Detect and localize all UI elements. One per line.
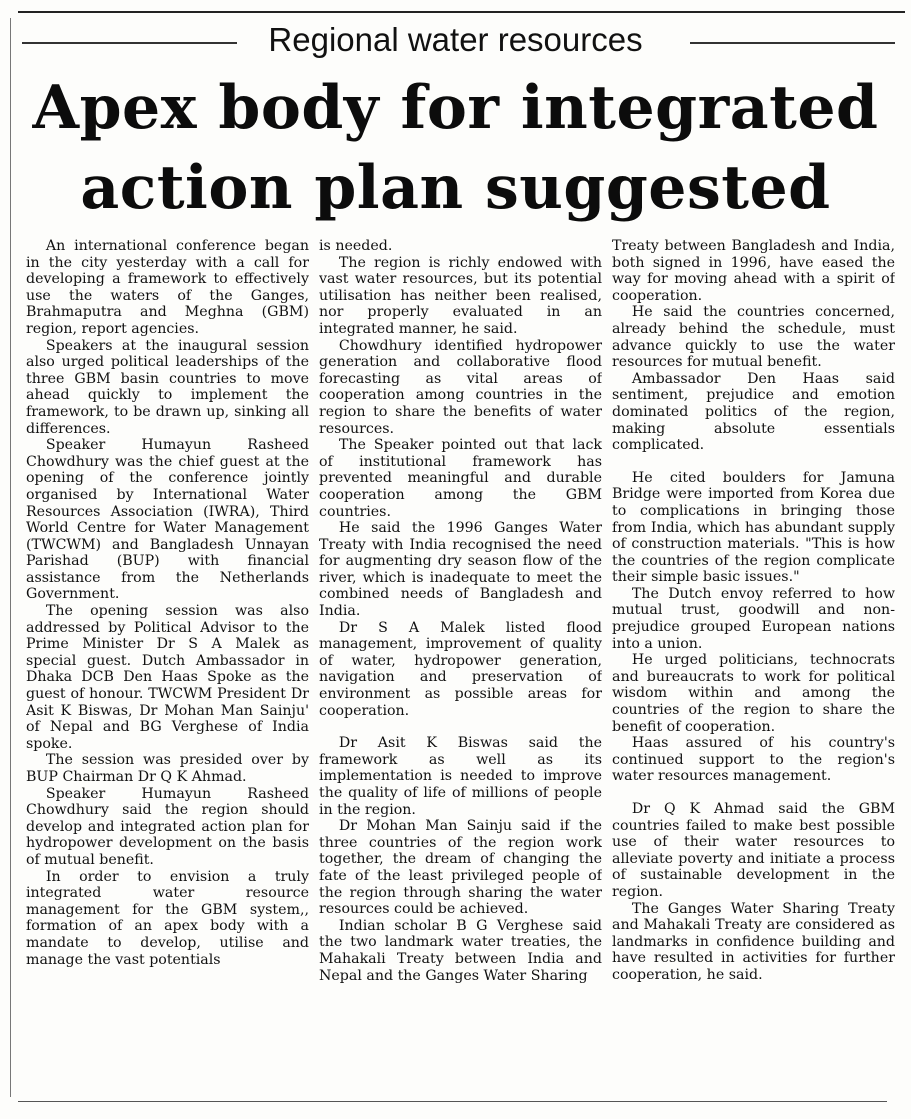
article-column-1	[26, 238, 309, 1098]
paragraph: Treaty between Bangladesh and India, both signed in 1996, have eased the way for moving ahead with a spirit of cooperation.	[612, 238, 895, 304]
paragraph: He said the countries concerned, already behind the schedule, must advance quickly to use the water resources for mutual benefit.	[612, 304, 895, 371]
page-left-edge	[10, 18, 11, 1097]
paragraph: Dr S A Malek listed flood management, improvement of quality of water, hydropower generation, navigation and preservation of environment as possible areas for cooperation.	[319, 619, 602, 719]
paragraph: Dr Asit K Biswas said the framework as well as its implementation is needed to improve the quality of life of millions of people in the region.	[319, 735, 602, 818]
headline-line-2: action plan suggested	[80, 153, 831, 223]
paragraph: Speaker Humayun Rasheed Chowdhury was the chief guest at the opening of the conference jointly organised by International Water Resources Association (IWRA), Third World Centre for Water Management (TWCWM) and Bangladesh Unnayan Parishad (BUP) with financial assistance from the Netherlands Government.	[26, 437, 309, 603]
paragraph: Speaker Humayun Rasheed Chowdhury said the region should develop and integrated action plan for hydropower development on the basis of mutual benefit.	[26, 785, 309, 868]
headline-line-1: Apex body for integrated	[32, 73, 879, 143]
headline	[14, 68, 897, 228]
paragraph: Dr Mohan Man Sainju said if the three countries of the region work together, the dream of changing the fate of the least privileged people of the region through sharing the water resources could be achieved.	[319, 818, 602, 918]
paragraph: The Speaker pointed out that lack of institutional framework has prevented meaningful and durable cooperation among the GBM countries.	[319, 437, 602, 520]
paragraph: An international conference began in the city yesterday with a call for developing a framework to effectively use the waters of the Ganges, Brahmaputra and Meghna (GBM) region, report agencies.	[26, 238, 309, 337]
article-column-3	[612, 238, 895, 1098]
paragraph: is needed.	[319, 238, 393, 254]
paragraph: The session was presided over by BUP Chairman Dr Q K Ahmad.	[26, 752, 309, 785]
paragraph: The opening session was also addressed by Political Advisor to the Prime Minister Dr S A Malek as special guest. Dutch Ambassador in Dhaka DCB Den Haas Spoke as the guest of honour. TWCWM President Dr Asit K Biswas, Dr Mohan Man Sainju' of Nepal and BG Verghese of India spoke.	[26, 603, 309, 752]
paragraph: Indian scholar B G Verghese said the two landmark water treaties, the Mahakali Treaty between India and Nepal and the Ganges Water Sharing	[319, 917, 602, 984]
bottom-rule	[18, 1101, 887, 1102]
kicker: Regional water resources	[268, 21, 643, 58]
paragraph: Dr Q K Ahmad said the GBM countries failed to make best possible use of their water resources to alleviate poverty and initiate a process of sustainable development in the region.	[612, 801, 895, 900]
paragraph: The region is richly endowed with vast water resources, but its potential utilisation has neither been realised, nor properly evaluated in an integrated manner, he said.	[319, 254, 602, 337]
article-body	[26, 238, 896, 1098]
paragraph: The Ganges Water Sharing Treaty and Mahakali Treaty are considered as landmarks in confidence building and have resulted in activities for further cooperation, he said.	[612, 900, 895, 983]
paragraph: Chowdhury identified hydropower generation and collaborative flood forecasting as vital areas of cooperation among countries in the region to share the benefits of water resources.	[319, 337, 602, 437]
paragraph: Haas assured of his country's continued support to the region's water resources management.	[612, 735, 895, 785]
article-column-2	[319, 238, 602, 1098]
top-rule	[18, 11, 905, 13]
paragraph: The Dutch envoy referred to how mutual trust, goodwill and non-prejudice grouped European nations into a union.	[612, 585, 895, 652]
paragraph: He cited boulders for Jamuna Bridge were imported from Korea due to complications in bringing those from India, which has abundant supply of construction materials. "This is how the countries of the region complicate their simple basic issues."	[612, 469, 895, 586]
paragraph: In order to envision a truly integrated water resource management for the GBM system,, formation of an apex body with a mandate to develop, utilise and manage the vast potentials	[26, 868, 309, 968]
paragraph: Speakers at the inaugural session also urged political leaderships of the three GBM basin countries to move ahead quickly to implement the framework, to be drawn up, sinking all differences.	[26, 337, 309, 437]
paragraph: Ambassador Den Haas said sentiment, prejudice and emotion dominated politics of the region, making absolute essentials complicated.	[612, 370, 895, 454]
paragraph: He urged politicians, technocrats and bureaucrats to work for political wisdom within and among the countries of the region to share the benefit of cooperation.	[612, 652, 895, 735]
paragraph: He said the 1996 Ganges Water Treaty with India recognised the need for augmenting dry season flow of the river, which is inadequate to meet the combined needs of Bangladesh and India.	[319, 520, 602, 620]
